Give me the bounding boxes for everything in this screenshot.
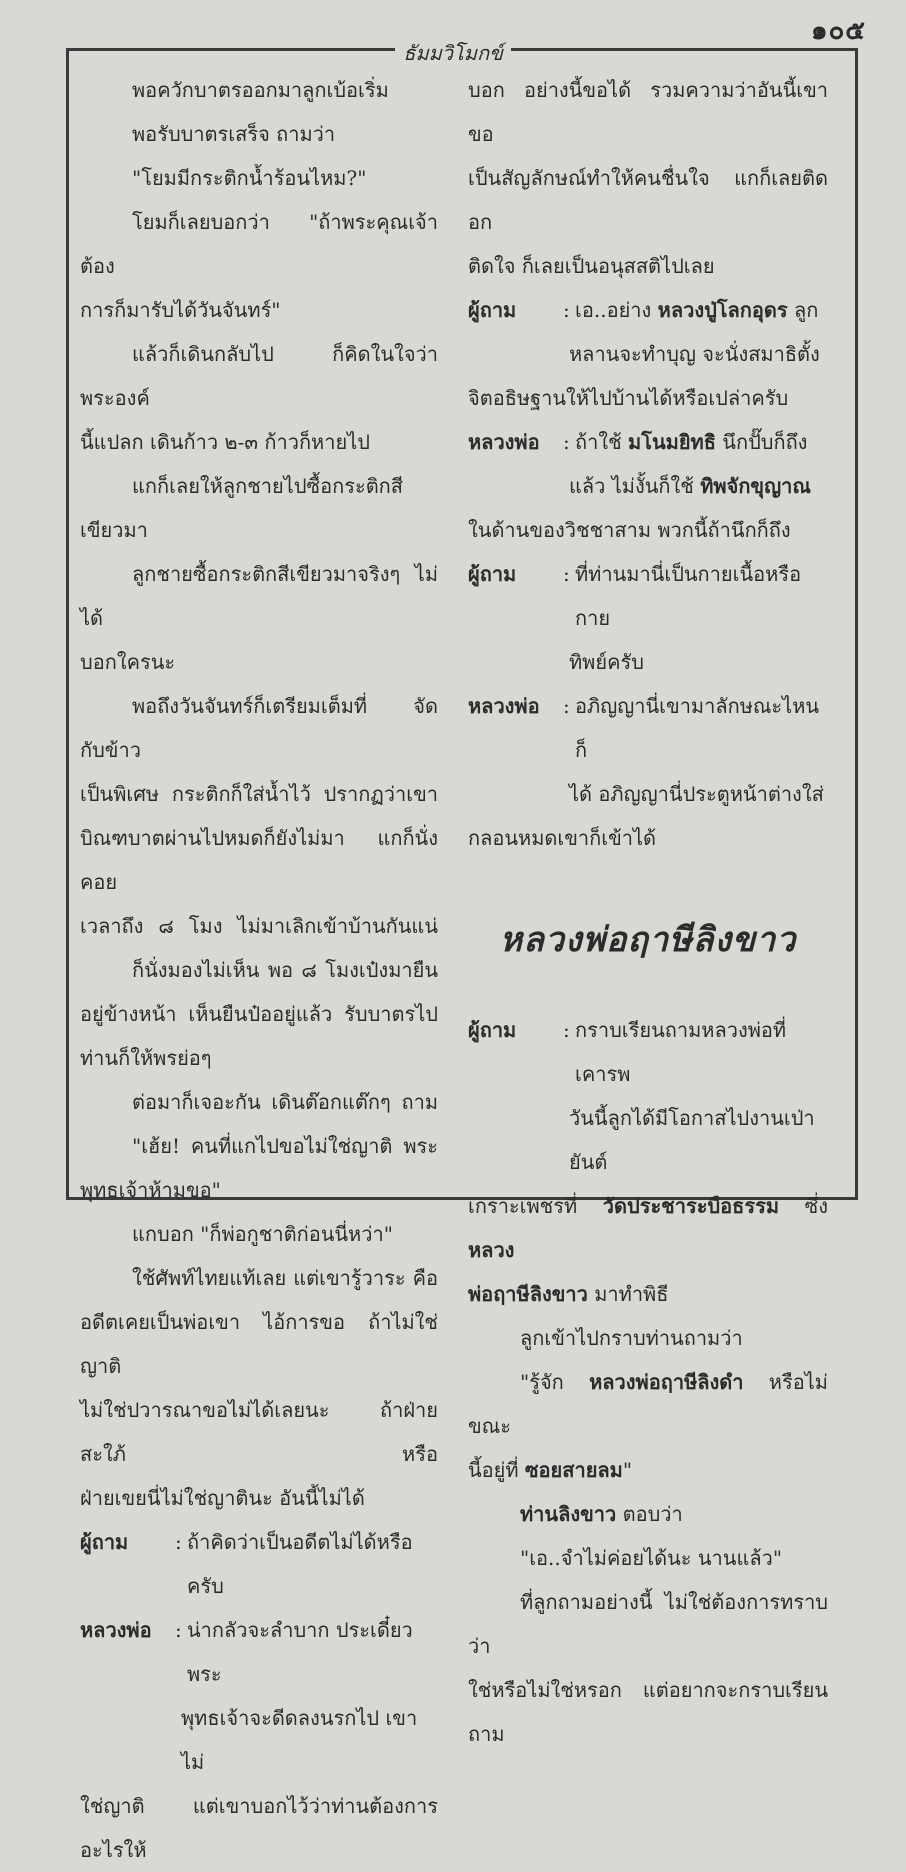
speaker-label: ผู้ถาม [468,298,517,322]
dialogue-continuation: หลานจะทำบุญ จะนั่งสมาธิตั้ง [569,342,820,366]
text-line: ใช่หรือไม่ใช่หรอก แต่อยากจะกราบเรียนถาม [468,1678,828,1746]
text-line: บิณฑบาตผ่านไปหมดก็ยังไม่มา แกก็นั่งคอย [80,826,438,894]
text-line: พอรับบาตรเสร็จ ถามว่า [132,122,336,146]
text-line: ในด้านของวิชชาสาม พวกนี้ถ้านึกก็ถึง [468,518,791,542]
text-line: "รู้จัก หลวงพ่อฤาษีลิงดำ หรือไม่ ขณะ [468,1370,828,1438]
colon: : [563,298,570,322]
dialogue-text: กราบเรียนถามหลวงพ่อที่เคารพ [575,1018,787,1086]
dialogue-text: ถ้าใช้ มโนมยิทธิ นึกปั๊บก็ถึง [575,430,808,454]
text-line: ใช่ญาติ แต่เขาบอกไว้ว่าท่านต้องการอะไรให้ [80,1794,438,1862]
text-line: ท่านก็ให้พรย่อๆ [80,1046,212,1070]
text-line: พอถึงวันจันทร์ก็เตรียมเต็มที่ จัดกับข้าว [80,694,438,762]
text-line: นี้แปลก เดินก้าว ๒-๓ ก้าวก็หายไป [80,430,370,454]
text-line: บอกใครนะ [80,650,176,674]
text-line: พอควักบาตรออกมาลูกเบ้อเริ่ม [132,78,389,102]
speaker-label: ผู้ถาม [468,1018,517,1042]
text-line: จิตอธิษฐานให้ไปบ้านได้หรือเปล่าครับ [468,386,789,410]
dialogue-question [468,552,828,640]
running-header-text: ธัมมวิโมกข์ [395,41,511,65]
text-line: ท่านลิงขาว ตอบว่า [520,1502,683,1526]
text-line: นี้อยู่ที่ ซอยสายลม" [468,1458,633,1482]
colon: : [175,1618,182,1642]
dialogue-question [80,1520,438,1608]
dialogue-text: อภิญญานี่เขามาลักษณะไหนก็ [575,694,820,762]
text-line: การก็มารับได้วันจันทร์" [80,298,281,322]
text-line: "เอ..จำไม่ค่อยได้นะ นานแล้ว" [520,1546,783,1570]
text-line: ลูกเข้าไปกราบท่านถามว่า [520,1326,743,1350]
text-line: ลูกชายซื้อกระติกสีเขียวมาจริงๆ ไม่ได้ [80,562,438,630]
speaker-label: ผู้ถาม [80,1530,129,1554]
dialogue-question [468,288,828,332]
dialogue-continuation: พุทธเจ้าจะดีดลงนรกไป เขาไม่ [181,1706,418,1774]
speaker-label: หลวงพ่อ [80,1618,152,1642]
dialogue-question [468,1008,828,1096]
text-line: ไม่ใช่ปวารณาขอไม่ได้เลยนะ ถ้าฝ่ายสะใภ้ หรือ [80,1398,438,1466]
left-column [80,68,438,1872]
text-line: พุทธเจ้าห้ามขอ" [80,1178,221,1202]
text-line: "โยมมีกระติกน้ำร้อนไหม?" [132,166,367,190]
dialogue-continuation: ทิพย์ครับ [569,650,644,674]
section-title: หลวงพ่อฤาษีลิงขาว [499,920,797,960]
colon: : [563,562,570,586]
text-line: แล้วก็เดินกลับไป ก็คิดในใจว่าพระองค์ [80,342,438,410]
page-number: ๑๐๕ [810,16,866,46]
text-line: โยมก็เลยบอกว่า "ถ้าพระคุณเจ้าต้อง [80,210,438,278]
text-line: "เฮ้ย! คนที่แกไปขอไม่ใช่ญาติ พระ [132,1134,438,1158]
dialogue-text: น่ากลัวจะลำบาก ประเดี๋ยวพระ [187,1618,413,1686]
dialogue-continuation: วันนี้ลูกได้มีโอกาสไปงานเป่ายันต์ [569,1106,815,1174]
speaker-label: หลวงพ่อ [468,694,540,718]
text-line: พ่อฤาษีลิงขาว มาทำพิธี [468,1282,669,1306]
text-line: อยู่ข้างหน้า เห็นยืนป๋ออยู่แล้ว รับบาตรไป [80,1002,438,1026]
speaker-label: ผู้ถาม [468,562,517,586]
text-line: เกราะเพชรที่ วัดประชาระบือธรรม ซึ่ง หลวง [468,1194,828,1262]
dialogue-text: เอ..อย่าง หลวงปู่โลกอุดร ลูก [575,298,819,322]
dialogue-answer [468,684,828,772]
speaker-label: หลวงพ่อ [468,430,540,454]
text-line: ต่อมาก็เจอะกัน เดินต๊อกแต๊กๆ ถาม [132,1090,438,1114]
text-line: ติดใจ ก็เลยเป็นอนุสสติไปเลย [468,254,715,278]
colon: : [175,1530,182,1554]
dialogue-text: ถ้าคิดว่าเป็นอดีตไม่ได้หรือครับ [187,1530,413,1598]
text-line: ฝ่ายเขยนี่ไม่ใช่ญาตินะ อันนี้ไม่ได้ [80,1486,365,1510]
colon: : [563,1018,570,1042]
text-line: เวลาถึง ๘ โมง ไม่มาเลิกเข้าบ้านกันแน่ [80,914,438,938]
text-line: แกก็เลยให้ลูกชายไปซื้อกระติกสีเขียวมา [80,474,403,542]
text-line: ใช้ศัพท์ไทยแท้เลย แต่เขารู้วาระ คือ [132,1266,438,1290]
text-line: เป็นพิเศษ กระติกก็ใส่น้ำไว้ ปรากฏว่าเขา [80,782,438,806]
text-line: กลอนหมดเขาก็เข้าได้ [468,826,657,850]
text-line: บอก อย่างนี้ขอได้ รวมความว่าอันนี้เขาขอ [468,78,828,146]
dialogue-answer [468,420,828,464]
text-line: เป็นสัญลักษณ์ทำให้คนชื่นใจ แกก็เลยติดอก [468,166,828,234]
dialogue-continuation: ได้ อภิญญานี่ประตูหน้าต่างใส่ [569,782,824,806]
text-line: ก็นั่งมองไม่เห็น พอ ๘ โมงเป๋งมายืน [132,958,438,982]
colon: : [563,430,570,454]
dialogue-text: ที่ท่านมานี่เป็นกายเนื้อหรือกาย [575,562,802,630]
text-line: อดีตเคยเป็นพ่อเขา ไอ้การขอ ถ้าไม่ใช่ญาติ [80,1310,438,1378]
right-column [468,68,828,1756]
colon: : [563,694,570,718]
text-line: ที่ลูกถามอย่างนี้ ไม่ใช่ต้องการทราบว่า [468,1590,828,1658]
dialogue-continuation: แล้ว ไม่งั้นก็ใช้ ทิพจักขุญาณ [569,474,811,498]
text-line: แกบอก "ก็พ่อกูชาติก่อนนี่หว่า" [132,1222,393,1246]
dialogue-answer [80,1608,438,1696]
